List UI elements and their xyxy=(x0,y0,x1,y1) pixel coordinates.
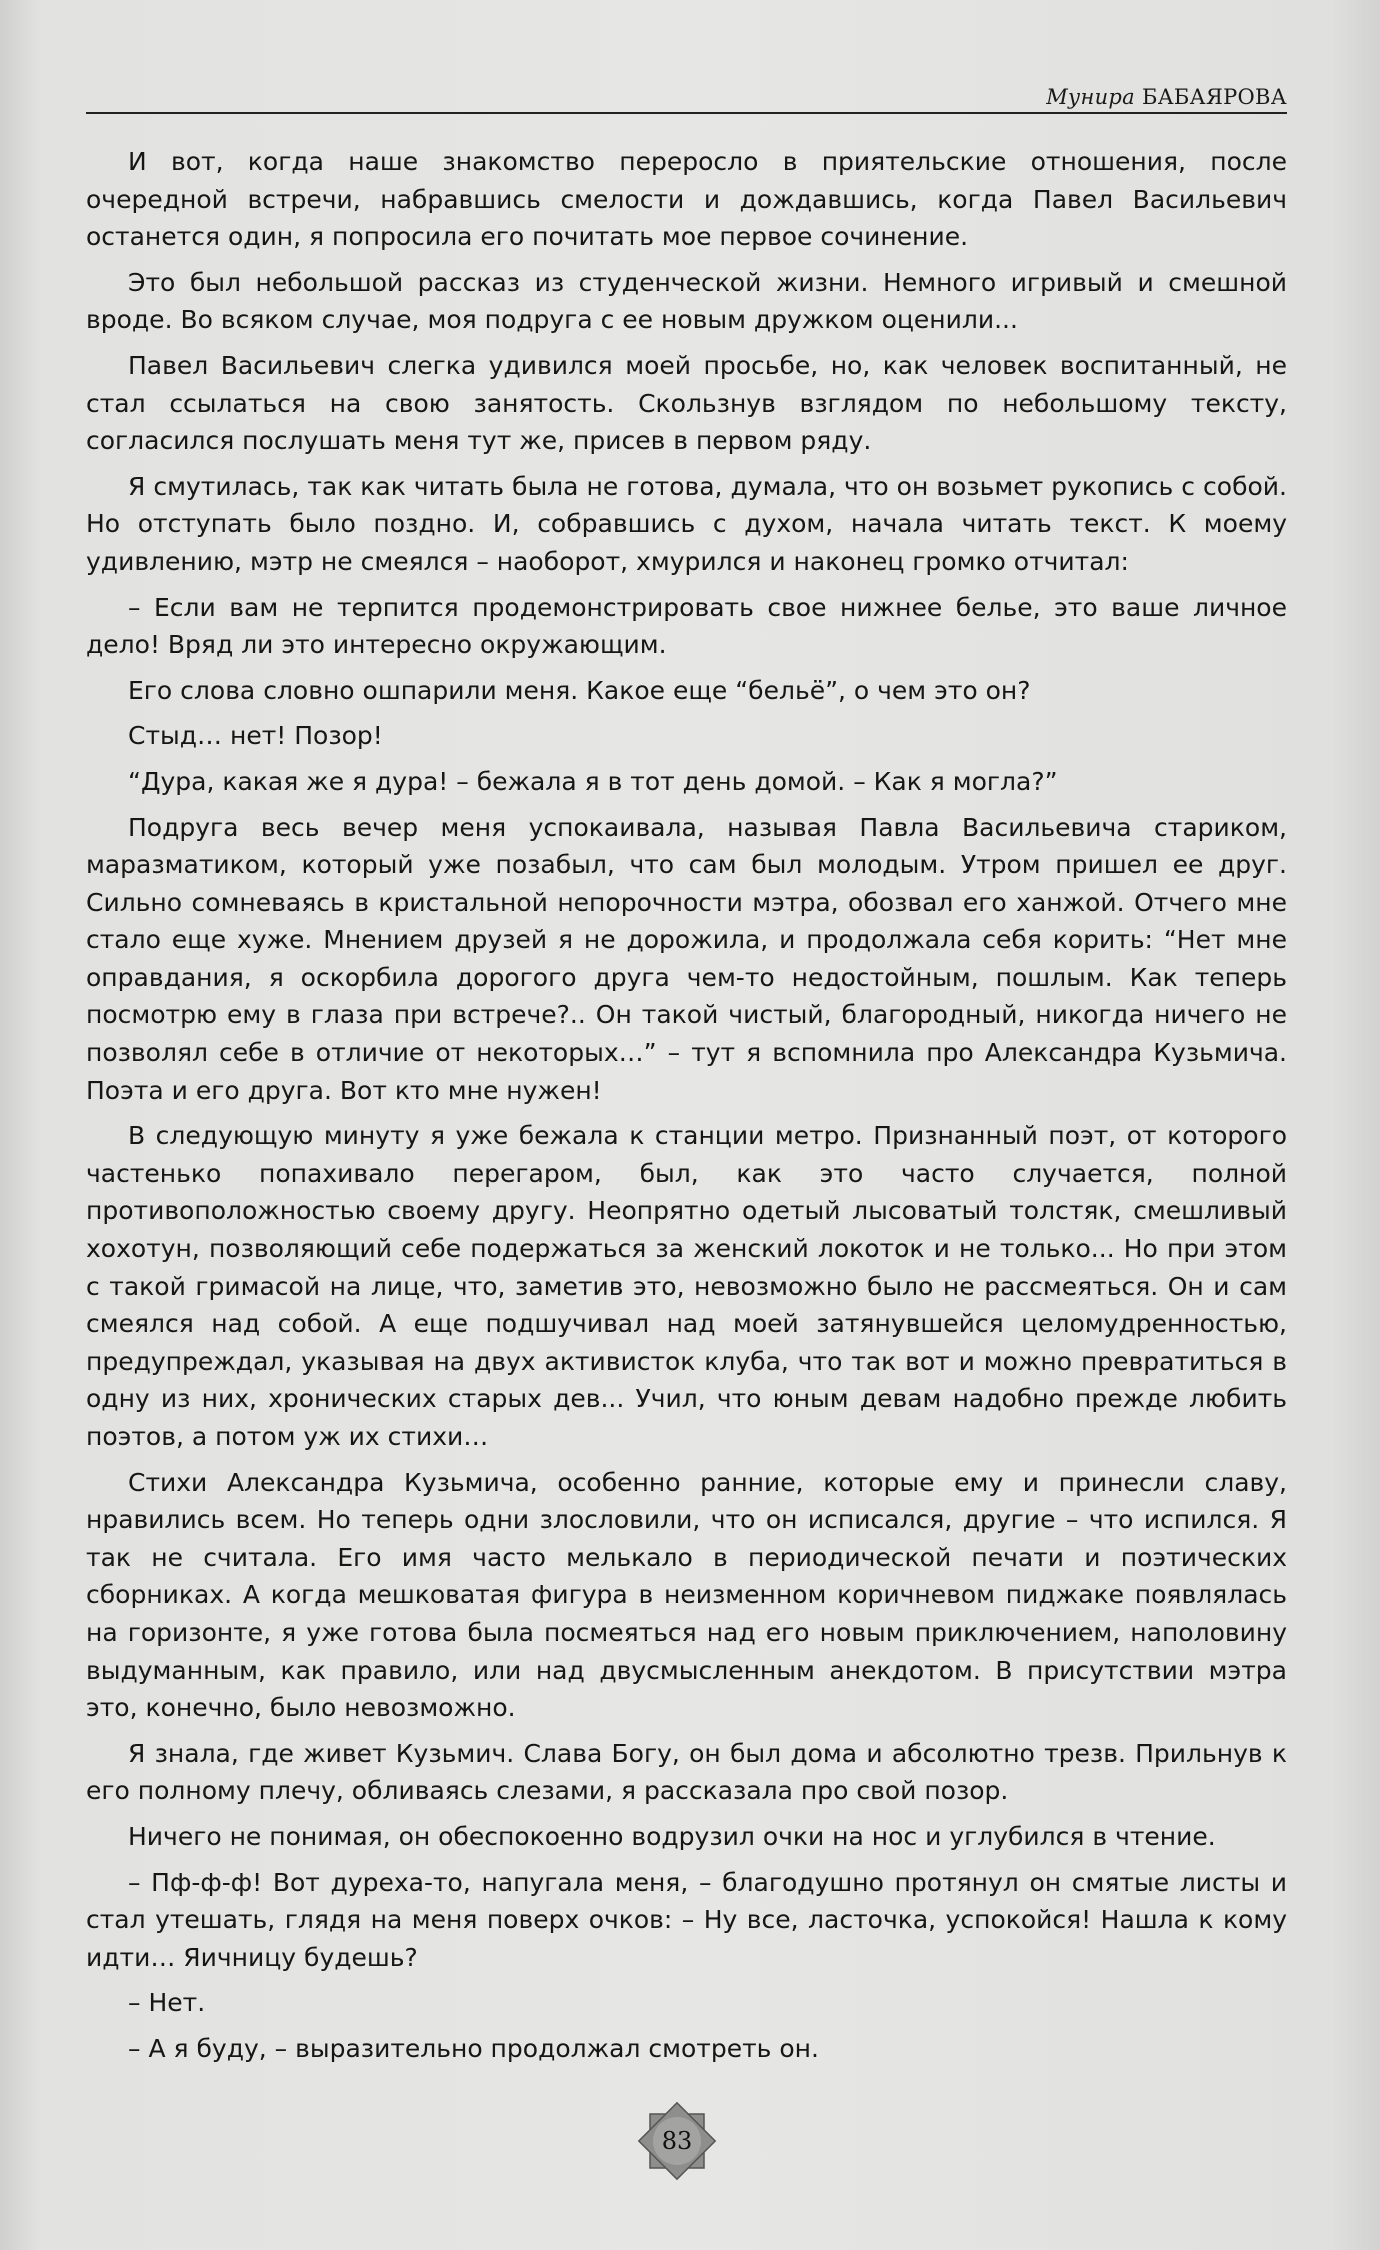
author-last-name: БАБАЯРОВА xyxy=(1141,85,1287,109)
page-body xyxy=(86,143,1287,2076)
paragraph: В следующую минуту я уже бежала к станции метро. Признанный поэт, от которого частенько попахивало перегаром, был, как это часто случается, полной противоположностью своему другу. Неопрятно одетый лысоватый толстяк, смешливый хохотун, позволяющий себе подержаться за женский локоток и не только... Но при этом с такой гримасой на лице, что, заметив это, невозможно было не рассмеяться. Он и сам смеялся над собой. А еще подшучивал над моей затянувшейся целомудренностью, предупреждал, указывая на двух активисток клуба, что так вот и можно превратиться в одну из них, хронических старых дев... Учил, что юным девам надобно прежде любить поэтов, а потом уж их стихи… xyxy=(86,1121,1287,1451)
paragraph: Подруга весь вечер меня успокаивала, называя Павла Васильевича стариком, маразматиком, который уже позабыл, что сам был молодым. Утром пришел ее друг. Сильно сомневаясь в кристальной непорочности мэтра, обозвал его ханжой. Отчего мне стало еще хуже. Мнением друзей я не дорожила, и продолжала себя корить: “Нет мне оправдания, я оскорбила дорогого друга чем-то недостойным, пошлым. Как теперь посмотрю ему в глаза при встрече?.. Он такой чистый, благородный, никогда ничего не позволял себе в отличие от некоторых…” – тут я вспомнила про Александра Кузьмича. Поэта и его друга. Вот кто мне нужен! xyxy=(86,812,1287,1105)
page-number: 83 xyxy=(661,2127,693,2155)
author-name xyxy=(1046,85,1287,109)
running-header xyxy=(86,78,1287,114)
page-number-badge xyxy=(636,2100,718,2182)
paragraph: – Нет. xyxy=(128,1988,206,2018)
paragraph: Я знала, где живет Кузьмич. Слава Богу, он был дома и абсолютно трезв. Прильнув к его полному плечу, обливаясь слезами, я рассказала про свой позор. xyxy=(86,1738,1287,1806)
paragraph: Его слова словно ошпарили меня. Какое еще “бельё”, о чем это он? xyxy=(128,675,1031,705)
paragraph: Ничего не понимая, он обеспокоенно водрузил очки на нос и углубился в чтение. xyxy=(128,1821,1216,1851)
paragraph: Павел Васильевич слегка удивился моей просьбе, но, как человек воспитанный, не стал ссылаться на свою занятость. Скользнув взглядом по небольшому тексту, согласился послушать меня тут же, присев в первом ряду. xyxy=(86,350,1287,456)
paragraph: Я смутилась, так как читать была не готова, думала, что он возьмет рукопись с собой. Но отступать было поздно. И, собравшись с духом, начала читать текст. К моему удивлению, мэтр не смеялся – наоборот, хмурился и наконец громко отчитал: xyxy=(86,471,1287,576)
paragraph: Стыд… нет! Позор! xyxy=(128,721,383,751)
author-first-name: Мунира xyxy=(1046,85,1135,109)
paragraph: “Дура, какая же я дура! – бежала я в тот день домой. – Как я могла?” xyxy=(128,766,1058,796)
paragraph: Это был небольшой рассказ из студенческой жизни. Немного игривый и смешной вроде. Во всяком случае, моя подруга с ее новым дружком оценили... xyxy=(86,267,1287,335)
paragraph: – Пф-ф-ф! Вот дуреха-то, напугала меня, – благодушно протянул он смятые листы и стал утешать, глядя на меня поверх очков: – Ну все, ласточка, успокойся! Нашла к кому идти… Яичницу будешь? xyxy=(86,1867,1287,1972)
paragraph: Стихи Александра Кузьмича, особенно ранние, которые ему и принесли славу, нравились всем. Но теперь одни злословили, что он исписался, другие – что испился. Я так не считала. Его имя часто мелькало в периодической печати и поэтических сборниках. А когда мешковатая фигура в неизменном коричневом пиджаке появлялась на горизонте, я уже готова была посмеяться над его новым приключением, наполовину выдуманным, как правило, или над двусмысленным анекдотом. В присутствии мэтра это, конечно, было невозможно. xyxy=(86,1467,1287,1723)
paragraph: – Если вам не терпится продемонстрировать свое нижнее белье, это ваше личное дело! Вряд ли это интересно окружающим. xyxy=(86,592,1287,660)
paragraph: И вот, когда наше знакомство переросло в приятельские отношения, после очередной встречи, набравшись смелости и дождавшись, когда Павел Васильевич останется один, я попросила его почитать мое первое сочинение. xyxy=(86,147,1287,252)
paragraph: – А я буду, – выразительно продолжал смотреть он. xyxy=(128,2033,819,2063)
